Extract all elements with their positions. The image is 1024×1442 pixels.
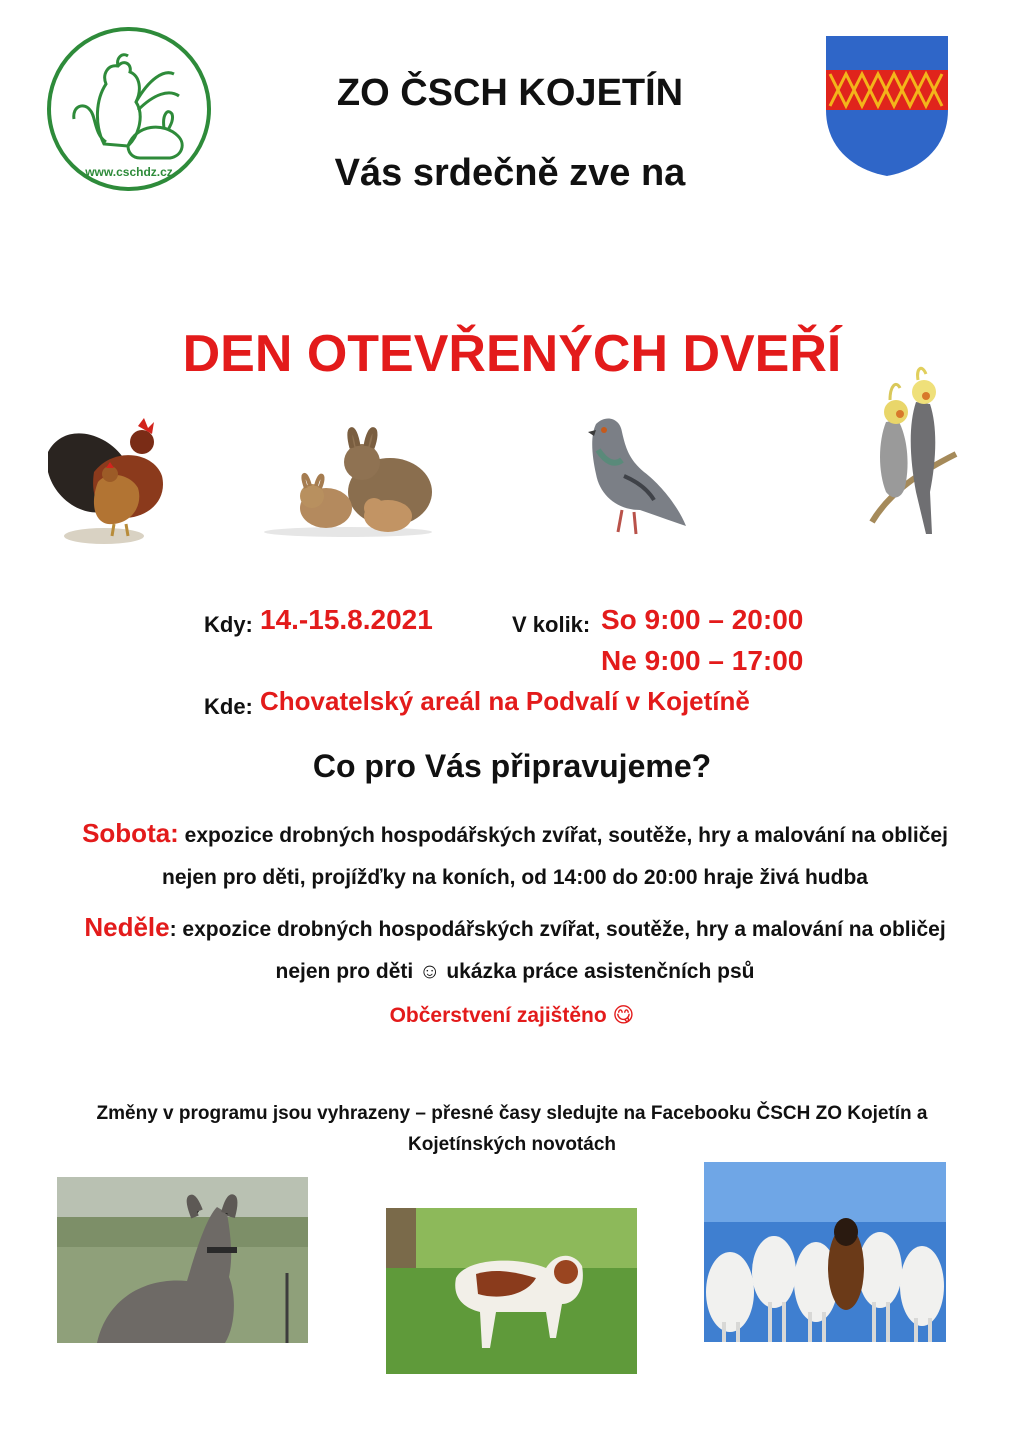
saturday-line2: nejen pro děti, projížďky na koních, od 14:00 do 20:00 hraje živá hudba bbox=[162, 866, 868, 889]
notice-line1: Změny v programu jsou vyhrazeny – přesné časy sledujte na Facebooku ČSCH ZO Kojetín a bbox=[96, 1103, 928, 1124]
event-title: DEN OTEVŘENÝCH DVEŘÍ bbox=[182, 325, 842, 383]
cschdz-logo-icon bbox=[44, 24, 214, 194]
time-label: V kolik: bbox=[512, 612, 591, 637]
invitation-line: Vás srdečně zve na bbox=[334, 152, 686, 194]
kojetin-crest-icon bbox=[822, 30, 952, 180]
time-sunday: Ne 9:00 – 17:00 bbox=[601, 645, 804, 676]
saturday-label: Sobota: bbox=[82, 818, 179, 848]
sunday-line1: : expozice drobných hospodářských zvířat, soutěže, hry a malování na obličej bbox=[169, 918, 946, 941]
saturday-program bbox=[20, 812, 1010, 899]
sunday-label: Neděle bbox=[84, 912, 170, 942]
when-label: Kdy: bbox=[204, 612, 253, 637]
cockatiels-icon bbox=[860, 362, 960, 540]
when-value: 14.-15.8.2021 bbox=[260, 604, 433, 635]
program-heading: Co pro Vás připravujeme? bbox=[312, 748, 712, 784]
refreshments-note: Občerstvení zajištěno 😋 bbox=[389, 1004, 635, 1027]
notice-line2: Kojetínských novotách bbox=[408, 1134, 616, 1155]
hens-icon bbox=[34, 412, 176, 546]
program-change-notice bbox=[40, 1098, 984, 1160]
logo-url-text: www.cschdz.cz bbox=[85, 165, 173, 179]
sunday-line2: nejen pro děti ☺ ukázka práce asistenčních psů bbox=[275, 960, 755, 983]
pigeon-icon bbox=[578, 410, 690, 540]
organization-title: ZO ČSCH KOJETÍN bbox=[336, 72, 684, 114]
time-saturday: So 9:00 – 20:00 bbox=[601, 604, 804, 635]
donkey-photo bbox=[57, 1177, 308, 1343]
calf-photo bbox=[386, 1208, 637, 1374]
sunday-program bbox=[20, 906, 1010, 993]
saturday-line1: expozice drobných hospodářských zvířat, soutěže, hry a malování na obličej bbox=[178, 824, 948, 847]
where-label: Kde: bbox=[204, 694, 253, 719]
where-value: Chovatelský areál na Podvalí v Kojetíně bbox=[260, 686, 750, 716]
goats-photo bbox=[704, 1162, 946, 1342]
rabbits-icon bbox=[262, 420, 434, 540]
